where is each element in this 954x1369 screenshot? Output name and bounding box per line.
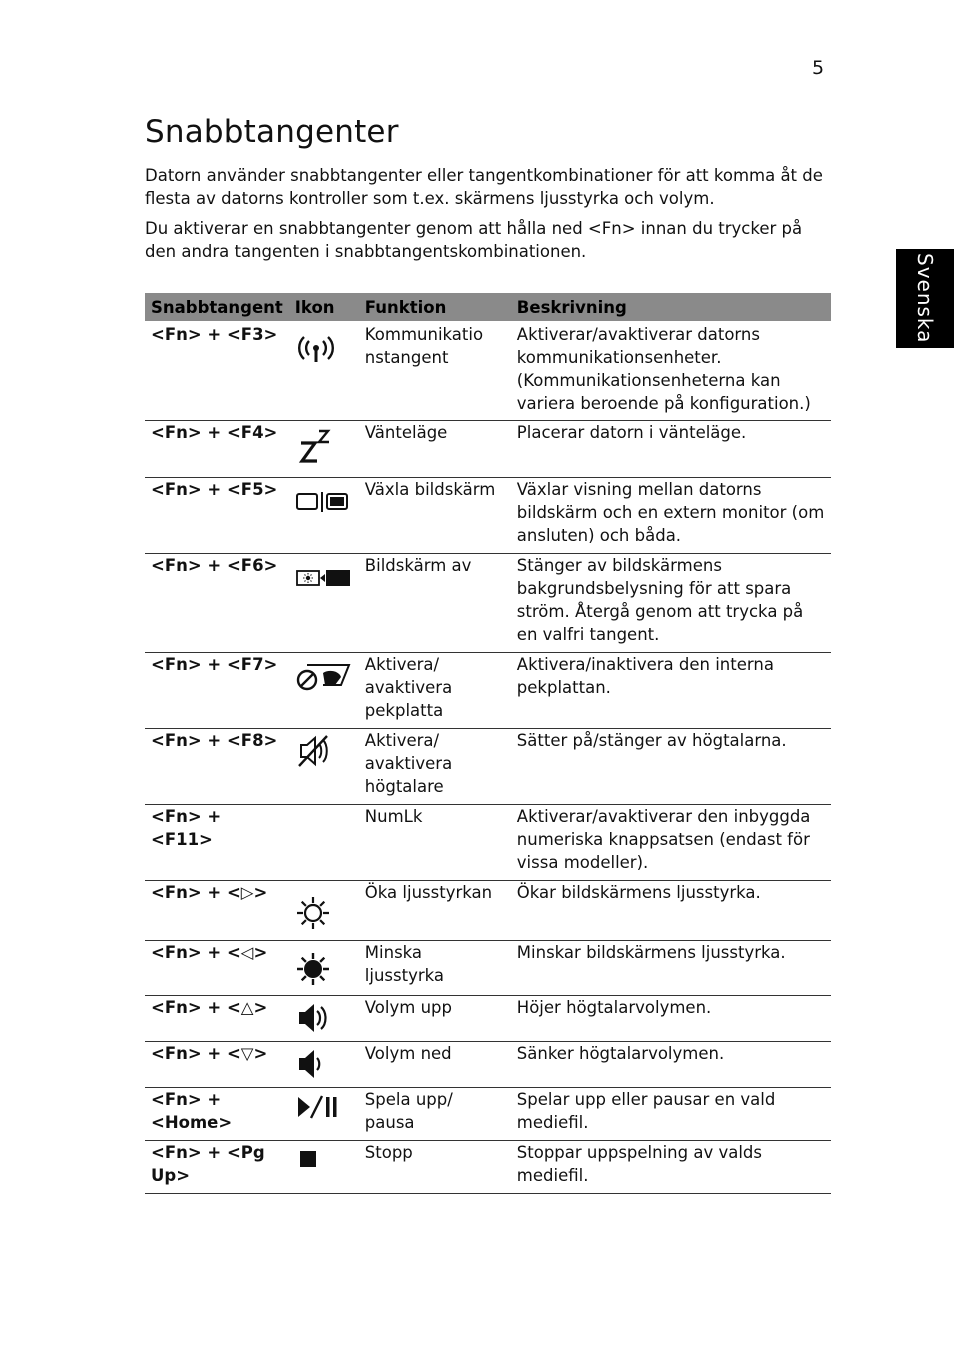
wireless-icon: [295, 331, 337, 371]
language-tab-label: Svenska: [913, 253, 937, 344]
hotkey-cell: <Fn> + <F5>: [145, 477, 289, 553]
table-header-row: [145, 293, 831, 321]
function-cell: Spela upp/ pausa: [359, 1087, 511, 1140]
description-cell: Minskar bildskärmens ljusstyrka.: [511, 940, 831, 995]
hotkey-cell: <Fn> + <△>: [145, 995, 289, 1041]
header-icon: Ikon: [289, 293, 359, 321]
hotkey-cell: <Fn> + <F8>: [145, 728, 289, 804]
table-row: [145, 321, 831, 420]
hotkey-cell: <Fn> + <Pg Up>: [145, 1140, 289, 1193]
hotkey-cell: <Fn> + <F4>: [145, 420, 289, 477]
description-cell: Höjer högtalarvolymen.: [511, 995, 831, 1041]
hotkey-cell: <Fn> + <▷>: [145, 880, 289, 940]
sleep-icon: [295, 425, 335, 465]
header-description: Beskrivning: [511, 293, 831, 321]
function-cell: Växla bildskärm: [359, 477, 511, 553]
intro-paragraph-2: [145, 217, 833, 263]
function-cell: Minska ljusstyrka: [359, 940, 511, 995]
header-function: Funktion: [359, 293, 511, 321]
function-cell: Stopp: [359, 1140, 511, 1193]
description-cell: Aktivera/inaktivera den interna pekplattan.: [511, 652, 831, 728]
stop-icon: [297, 1148, 321, 1172]
table-row: [145, 1087, 831, 1140]
function-cell: Kommunikatio nstangent: [359, 321, 511, 420]
function-cell: NumLk: [359, 804, 511, 880]
brightness-up-icon: [295, 895, 331, 931]
intro-paragraph-1: Datorn använder snabbtangenter eller tangentkombinationer för att komma åt de flesta av datorns kontroller som t.ex. skärmens ljusstyrka och volym.: [145, 166, 823, 208]
hotkey-table: [145, 293, 831, 1194]
language-tab: [896, 249, 954, 348]
speaker-mute-icon: [295, 733, 335, 769]
header-hotkey: Snabbtangent: [145, 293, 289, 321]
hotkey-cell: <Fn> + <Home>: [145, 1087, 289, 1140]
display-toggle-icon: [295, 490, 351, 514]
intro-2-before: Du aktiverar en snabbtangenter genom att hålla ned: [145, 219, 588, 238]
function-cell: Aktivera/ avaktivera högtalare: [359, 728, 511, 804]
table-row: [145, 728, 831, 804]
table-row: [145, 804, 831, 880]
description-cell: Växlar visning mellan datorns bildskärm och en extern monitor (om ansluten) och båda.: [511, 477, 831, 553]
intro-2-key: <Fn>: [587, 219, 636, 238]
table-row: [145, 880, 831, 940]
function-cell: Bildskärm av: [359, 553, 511, 652]
description-cell: Aktiverar/avaktiverar den inbyggda numeriska knappsatsen (endast för vissa modeller).: [511, 804, 831, 880]
hotkey-cell: <Fn> + <F7>: [145, 652, 289, 728]
touchpad-toggle-icon: [295, 659, 353, 691]
function-cell: Vänteläge: [359, 420, 511, 477]
hotkey-cell: <Fn> + <F3>: [145, 321, 289, 420]
table-row: [145, 1140, 831, 1193]
hotkey-cell: <Fn> + <F6>: [145, 553, 289, 652]
volume-down-icon: [295, 1046, 331, 1082]
table-row: [145, 477, 831, 553]
description-cell: Stoppar uppspelning av valds mediefil.: [511, 1140, 831, 1193]
volume-up-icon: [295, 1000, 331, 1036]
description-cell: Ökar bildskärmens ljusstyrka.: [511, 880, 831, 940]
table-row: [145, 940, 831, 995]
function-cell: Aktivera/ avaktivera pekplatta: [359, 652, 511, 728]
description-cell: Placerar datorn i vänteläge.: [511, 420, 831, 477]
function-cell: Volym upp: [359, 995, 511, 1041]
function-cell: Öka ljusstyrkan: [359, 880, 511, 940]
function-cell: Volym ned: [359, 1041, 511, 1087]
description-cell: Sätter på/stänger av högtalarna.: [511, 728, 831, 804]
description-cell: Aktiverar/avaktiverar datorns kommunikationsenheter. (Kommunikationsenheterna kan variera beroende på konfiguration.): [511, 321, 831, 420]
table-row: [145, 420, 831, 477]
table-row: [145, 652, 831, 728]
intro-2-after: innan du trycker på den andra tangenten i snabbtangentskombinationen.: [145, 219, 803, 261]
table-row: [145, 995, 831, 1041]
hotkey-cell: <Fn> + <◁>: [145, 940, 289, 995]
table-row: [145, 1041, 831, 1087]
play-pause-icon: [295, 1094, 341, 1120]
description-cell: Spelar upp eller pausar en vald mediefil.: [511, 1087, 831, 1140]
page-number: 5: [812, 57, 825, 79]
description-cell: Stänger av bildskärmens bakgrundsbelysning för att spara ström. Återgå genom att trycka på en valfri tangent.: [511, 553, 831, 652]
hotkey-cell: <Fn> + <▽>: [145, 1041, 289, 1087]
screen-off-icon: [295, 568, 353, 588]
description-cell: Sänker högtalarvolymen.: [511, 1041, 831, 1087]
hotkey-cell: <Fn> + <F11>: [145, 804, 289, 880]
brightness-down-icon: [295, 951, 331, 987]
table-row: [145, 553, 831, 652]
page-title: Snabbtangenter: [145, 114, 399, 150]
